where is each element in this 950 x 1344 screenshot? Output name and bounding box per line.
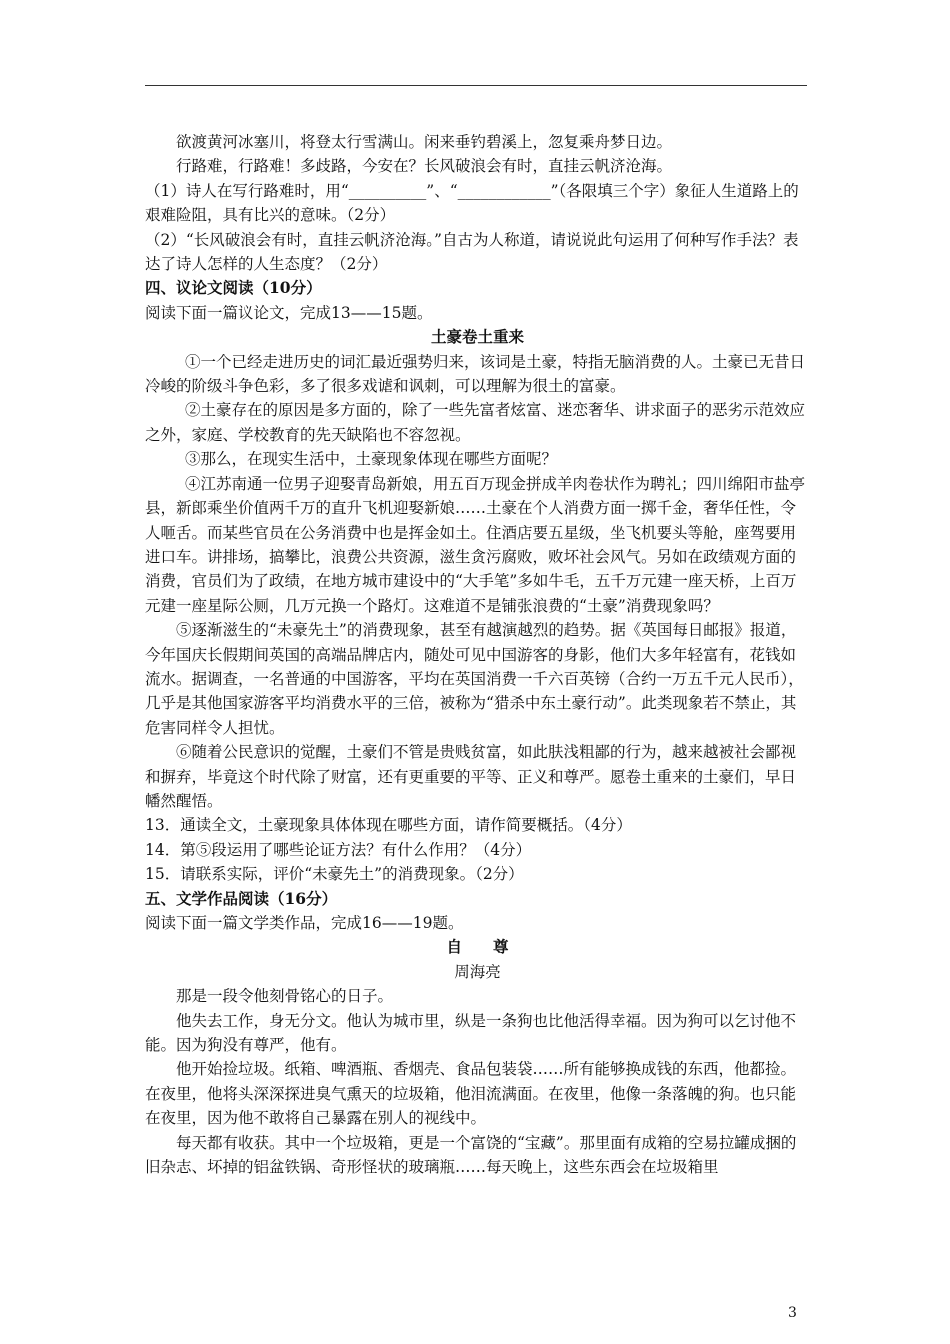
page-number: 3: [788, 1305, 797, 1321]
story-title: 自 尊: [446, 937, 509, 957]
story-paragraph: 那是一段令他刻骨铭心的日子。: [176, 987, 394, 1006]
essay-paragraph: ⑥随着公民意识的觉醒，土豪们不管是贵贱贫富，如此肤浅粗鄙的行为，越来越被社会鄙视和摒弃，毕竟这个时代除了财富，还有更重要的平等、正义和尊严。愿卷土重来的土豪们，早日幡然醒悟。: [145, 743, 797, 810]
question: 15．请联系实际，评价“未豪先土”的消费现象。（2分）: [145, 865, 524, 884]
story-author: 周海亮: [454, 962, 501, 981]
essay-paragraph: ①一个已经走进历史的词汇最近强势归来，该词是土豪，特指无脑消费的人。土豪已无昔日冷峻的阶级斗争色彩，多了很多戏谑和讽刺，可以理解为很土的富豪。: [145, 352, 806, 396]
section-heading: 四、议论文阅读（10分）: [145, 278, 322, 298]
question: 14．第⑤段运用了哪些论证方法？有什么作用？（4分）: [145, 840, 532, 859]
document-body: [145, 130, 810, 1179]
section-instruction: 阅读下面一篇文学类作品，完成16——19题。: [145, 914, 464, 932]
poem-question: （1）诗人在写行路难时，用“__________”、“____________”（各限填三个字）象征人生道路上的艰难险阻，具有比兴的意味。（2分）: [145, 181, 799, 225]
essay-paragraph: ③那么，在现实生活中，土豪现象体现在哪些方面呢？: [185, 450, 558, 469]
poem-line: 欲渡黄河冰塞川，将登太行雪满山。闲来垂钓碧溪上，忽复乘舟梦日边。: [176, 133, 673, 151]
essay-paragraph: ④江苏南通一位男子迎娶青岛新娘，用五百万现金拼成羊肉卷状作为聘礼；四川绵阳市盐亭县，新郎乘坐价值两千万的直升飞机迎娶新娘……土豪在个人消费方面一掷千金，奢华任性，令人咂舌。而某些官员在公务消费中也是挥金如土。住酒店要五星级，坐飞机要头等舱，座驾要用进口车。讲排场，搞攀比，浪费公共资源，滋生贪污腐败，败坏社会风气。另如在政绩观方面的消费，官员们为了政绩，在地方城市建设中的“大手笔”多如牛毛，五千万元建一座天桥，上百万元建一座星际公厕，几万元换一个路灯。这难道不是铺张浪费的“土豪”消费现象吗？: [145, 474, 806, 615]
poem-question: （2）“长风破浪会有时，直挂云帆济沧海。”自古为人称道，请说说此句运用了何种写作手法？表达了诗人怎样的人生态度？（2分）: [145, 230, 799, 274]
story-paragraph: 他开始捡垃圾。纸箱、啤酒瓶、香烟壳、食品包装袋……所有能够换成钱的东西，他都捡。在夜里，他将头深深探进臭气熏天的垃圾箱，他泪流满面。在夜里，他像一条落魄的狗。也只能在夜里，因为他不敢将自己暴露在别人的视线中。: [145, 1060, 797, 1128]
essay-paragraph: ⑤逐渐滋生的“未豪先土”的消费现象，甚至有越演越烈的趋势。据《英国每日邮报》报道，今年国庆长假期间英国的高端品牌店内，随处可见中国游客的身影，他们大多年轻富有，花钱如流水。据调查，一名普通的中国游客，平均在英国消费一千六百英镑（合约一万五千元人民币），几乎是其他国家游客平均消费水平的三倍，被称为“猎杀中东土豪行动”。此类现象若不禁止，其危害同样令人担忧。: [145, 621, 804, 737]
essay-paragraph: ②土豪存在的原因是多方面的，除了一些先富者炫富、迷恋奢华、讲求面子的恶劣示范效应之外，家庭、学校教育的先天缺陷也不容忽视。: [145, 401, 806, 444]
essay-title: 土豪卷土重来: [430, 327, 524, 347]
section-instruction: 阅读下面一篇议论文，完成13——15题。: [145, 303, 433, 322]
section-heading: 五、文学作品阅读（16分）: [145, 888, 338, 908]
header-rule: [145, 85, 807, 86]
story-paragraph: 他失去工作，身无分文。他认为城市里，纵是一条狗也比他活得幸福。因为狗可以乞讨他不能。因为狗没有尊严，他有。: [145, 1011, 797, 1055]
question: 13．通读全文，土豪现象具体体现在哪些方面，请作简要概括。（4分）: [145, 816, 632, 835]
poem-line: 行路难，行路难！多歧路，今安在？长风破浪会有时，直挂云帆济沧海。: [176, 157, 673, 176]
story-paragraph: 每天都有收获。其中一个垃圾箱，更是一个富饶的“宝藏”。那里面有成箱的空易拉罐成捆的旧杂志、坏掉的铝盆铁锅、奇形怪状的玻璃瓶……每天晚上，这些东西会在垃圾箱里: [145, 1133, 797, 1177]
